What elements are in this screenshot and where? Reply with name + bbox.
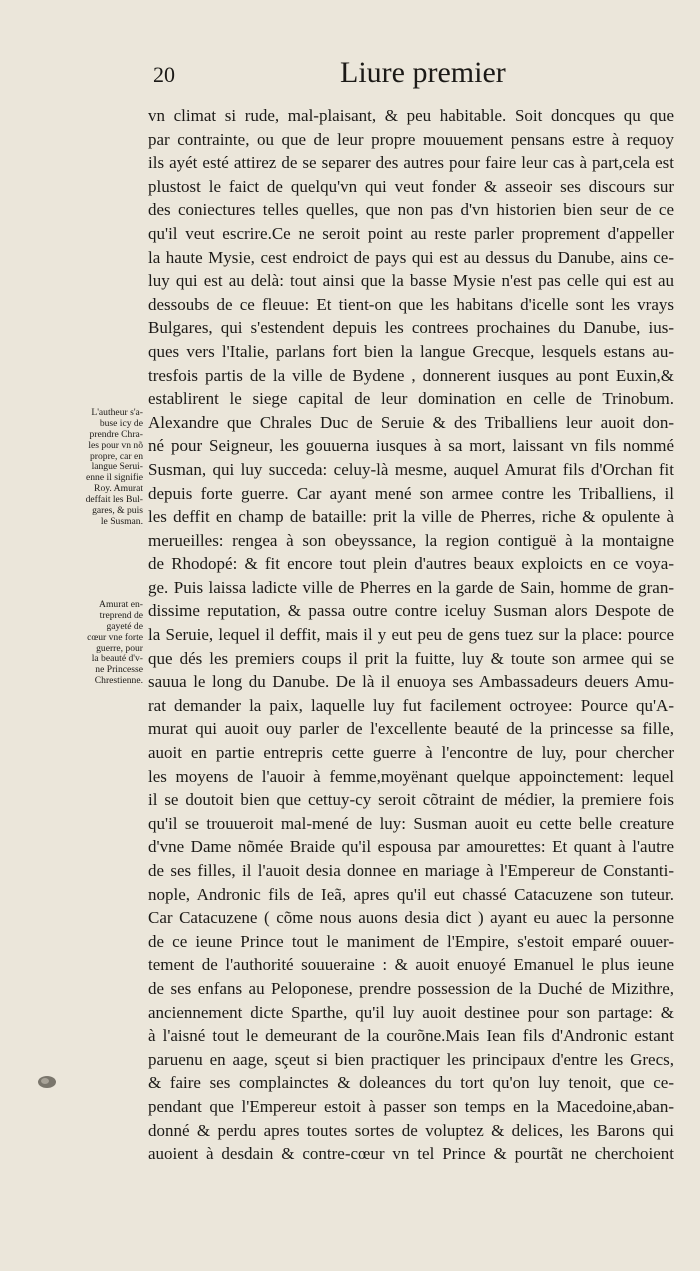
marginal-line: guerre, pour (96, 643, 143, 654)
running-head: Liure premier (340, 56, 506, 89)
text-line: auoit en partie entrepris cette guerre à l'encontre de luy, pour chercher (148, 743, 674, 763)
marginal-line: les pour vn nõ (88, 440, 143, 451)
marginal-line: la beauté d'v- (91, 654, 143, 665)
text-line: donné & perdu apres toutes sortes de voluptez & delices, les Barons qui (148, 1120, 674, 1140)
text-line: establirent le siege capital de leur domination en celle de Trinobum. (148, 389, 674, 409)
text-line: à l'aisné tout le demeurant de la courõne.Mais Iean fils d'Andronic estant (148, 1026, 674, 1046)
marginal-line: gayeté de (106, 621, 143, 632)
marginal-line: Amurat en- (99, 600, 143, 610)
text-line: sauua le long du Danube. De là il enuoya ses Ambassadeurs deuers Amu- (148, 672, 674, 692)
text-line: Bulgares, qui s'estendent depuis les contrees prochaines du Danube, ius- (148, 318, 674, 338)
marginal-line: enne il signifie (85, 473, 143, 484)
text-line: ils ayét esté attirez de se separer des autres pour faire leur cas à part,cela est (148, 153, 674, 173)
text-line: les moyens de l'auoir à femme,moyënant quelque appoinctement: lequel (148, 766, 674, 786)
text-line: qu'il veut escrire.Ce ne seroit point au reste parler proprement d'appeller (148, 223, 674, 243)
text-line: il se doutoit bien que cettuy-cy seroit cõtraint de médier, la premiere fois (148, 790, 674, 810)
text-line: tement de l'authorité souueraine : & auoit enuoyé Emanuel le plus ieune (148, 955, 674, 975)
marginal-note (60, 408, 143, 528)
text-line: luy qui est au delà: tout ainsi que la basse Mysie n'est pas celle qui est au (148, 271, 674, 291)
text-line: de Rhodopé: & fit encore tout plein d'autres beaux exploicts en ce voya- (148, 554, 674, 574)
text-line: ques vers l'Italie, parlans fort bien la langue Grecque, lesquels estans au- (148, 341, 674, 361)
marginal-line: buse icy de (99, 418, 143, 429)
text-line: Car Catacuzene ( cõme nous auons desia dict ) ayant eu auec la personne (148, 908, 674, 928)
text-line: nople, Andronic fils de Ieã, apres qu'il eut chassé Catacuzene son tuteur. (148, 884, 674, 904)
text-line: ge. Puis laissa ladicte ville de Pherres en la garde de Sain, homme de gran- (148, 577, 674, 597)
text-line: paruenu en aage, sçeut si bien practiquer les principaux d'entre les Grecs, (148, 1049, 674, 1069)
marginal-line: gares, & puis (92, 506, 143, 517)
marginal-line: cœur vne forte (87, 632, 143, 643)
marginal-line: L'autheur s'a- (91, 408, 143, 418)
text-line: rat demander la paix, laquelle luy fut facilement octroyee: Pource qu'A- (148, 695, 674, 715)
ink-blot-icon (36, 1074, 58, 1090)
body-text (148, 104, 674, 1166)
marginal-line: prendre Chra- (89, 429, 143, 440)
text-line: merueilles: rengea à son obeyssance, la region contiguë à la montaigne (148, 530, 674, 550)
marginal-line: Roy. Amurat (94, 484, 143, 495)
text-line: vn climat si rude, mal-plaisant, & peu habitable. Soit doncques qu que (148, 106, 674, 125)
text-line: & faire ses complainctes & doleances du tort qu'on luy tenoit, que ce- (148, 1073, 674, 1093)
marginal-note (60, 600, 143, 687)
marginal-line: deffait les Bul- (85, 495, 143, 506)
text-line: tresfois partis de la ville de Bydene , donnerent iusques au pont Euxin,& (148, 365, 674, 385)
text-line: par contrainte, ou que de leur propre mouuement pensans estre à requoy (148, 129, 674, 149)
text-line: de ses filles, il l'auoit desia donnee en mariage à l'Empereur de Constanti- (148, 861, 674, 880)
text-line: né pour Seigneur, les gouuerna iusques à sa mort, laissant vn fils nommé (148, 436, 674, 456)
text-line: pendant que l'Empereur estoit à passer son temps en la Macedoine,aban- (148, 1096, 674, 1116)
text-line: Susman, qui luy succeda: celuy-là mesme, auquel Amurat fils d'Orchan fit (148, 459, 674, 479)
text-line: murat qui auoit ouy parler de l'excellente beauté de la princesse sa fille, (148, 719, 674, 739)
text-line: que dés les premiers coups il prit la fuitte, luy & toute son armee qui se (148, 648, 674, 668)
text-line: dissime reputation, & passa outre contre iceluy Susman alors Despote de (148, 601, 674, 621)
text-line: qu'il se trouueroit mal-mené de luy: Susman auoit eu cette belle creature (148, 813, 674, 833)
page-number: 20 (153, 62, 175, 87)
marginal-line: le Susman. (100, 516, 143, 527)
marginal-line: Chrestienne. (94, 676, 143, 687)
text-line: Alexandre que Chrales Duc de Seruie & des Triballiens leur auoit don- (148, 412, 674, 432)
text-line: plustost le faict de quelqu'vn qui veut fonder & asseoir ses discours sur (148, 176, 674, 196)
marginal-line: propre, car en (90, 451, 143, 462)
marginal-line: ne Princesse (95, 665, 143, 676)
text-line: dessoubs de ce fleuue: Et tient-on que les habitans d'icelle sont les vrays (148, 294, 674, 314)
marginal-line: treprend de (99, 610, 143, 621)
text-line: de ce ieune Prince tout le maniment de l'Empire, s'estoit emparé ouuer- (148, 931, 674, 951)
text-line: la Seruie, lequel il deffit, mais il y eut peu de gens tuez sur la place: pource (148, 625, 674, 645)
text-line: les deffit en champ de bataille: prit la ville de Pherres, riche & opulente à (148, 507, 674, 527)
text-line: anciennement dicte Sparthe, qu'il luy auoit destinee pour son partage: & (148, 1002, 674, 1022)
text-line: auoient à desdain & contre-cœur vn tel Prince & pourtãt ne cherchoient (148, 1144, 674, 1164)
text-line: des coniectures telles quelles, que non pas d'vn historien bien seur de ce (148, 200, 674, 220)
marginal-line: langue Serui- (91, 462, 143, 473)
text-line: depuis forte guerre. Car ayant mené son armee contre les Triballiens, il (148, 483, 674, 503)
text-line: la haute Mysie, cest endroict de pays qui est au dessus du Danube, ains ce- (148, 247, 674, 267)
text-line: d'vne Dame nõmée Braide qu'il espousa par amourettes: Et quant à l'autre (148, 837, 674, 857)
text-line: de ses enfans au Peloponese, prendre possession de la Duché de Mizithre, (148, 978, 674, 998)
